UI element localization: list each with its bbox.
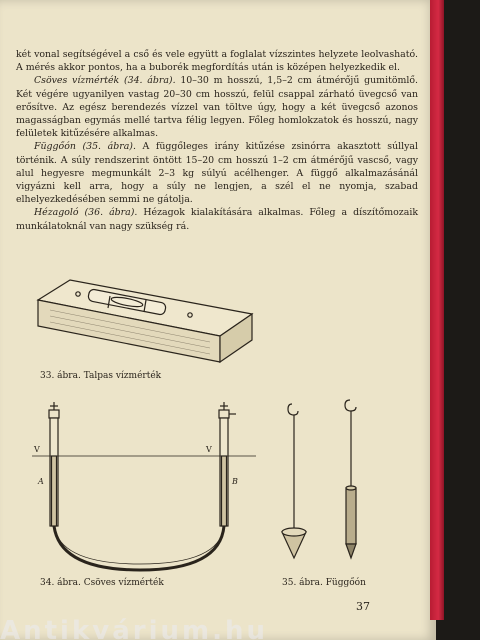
term-hezagolo: Hézagoló (36. ábra). bbox=[34, 207, 138, 219]
paragraph-2 bbox=[16, 74, 418, 140]
figure-35-caption: 35. ábra. Függőón bbox=[282, 578, 366, 588]
paragraph-3 bbox=[16, 140, 418, 206]
term-csoves-vizmertek: Csöves vízmérték (34. ábra). bbox=[34, 75, 176, 87]
plumb-bob-illustration bbox=[270, 396, 390, 576]
tube-level-illustration bbox=[20, 398, 260, 578]
red-book-cover-edge bbox=[430, 0, 444, 620]
label-a: A bbox=[38, 477, 44, 486]
figure-34-caption: 34. ábra. Csöves vízmérték bbox=[40, 578, 164, 588]
spirit-level-illustration bbox=[30, 270, 260, 368]
body-text bbox=[16, 48, 418, 233]
paragraph-4-body: Hézagok kialakítására alkalmas. Főleg a díszítőmozaik munkálatoknál van nagy szükség rá. bbox=[16, 207, 418, 232]
paragraph-2-body: 10–30 m hosszú, 1,5–2 cm átmérőjű gumitömlő. Két végére ugyanilyen vastag 20–30 cm hosszú, felül csappal zárható üvegcső van erősítve. Az egész berendezés vízzel van töltve úgy, hogy a két üvegcső azonos magasságban egymás mellé tartva félig legyen. Főleg homlokzatok és hosszú, nagy felületek kitűzésére alkalmas. bbox=[16, 75, 418, 140]
paragraph-1: két vonal segítségével a cső és vele együtt a foglalat vízszintes helyzete leolvasható. A mérés akkor pontos, ha a buborék megfordítás után is középen helyezkedik el. bbox=[16, 49, 418, 74]
label-b: B bbox=[232, 477, 238, 486]
watermark: Antikvárium.hu bbox=[0, 618, 268, 640]
label-v-right: V bbox=[206, 445, 212, 454]
page-number: 37 bbox=[356, 600, 370, 613]
figure-33-caption: 33. ábra. Talpas vízmérték bbox=[40, 371, 162, 381]
paragraph-3-body: A függőleges irány kitűzése zsinórra akasztott súllyal történik. A súly rendszerint öntött 15–20 cm hosszú 1–2 cm átmérőjű vascső, vagy alul hegyesre megmunkált 2–3 kg súlyú acélhenger. A függő alkalmazásánál vigyázni kell arra, hogy a súly ne lengjen, a szél el ne nyomja, szabad elhelyezkedésében semmi ne gátolja. bbox=[16, 141, 418, 206]
label-v-left: V bbox=[34, 445, 40, 454]
paragraph-4 bbox=[16, 206, 418, 232]
term-fuggoon: Függőón (35. ábra). bbox=[34, 141, 136, 153]
